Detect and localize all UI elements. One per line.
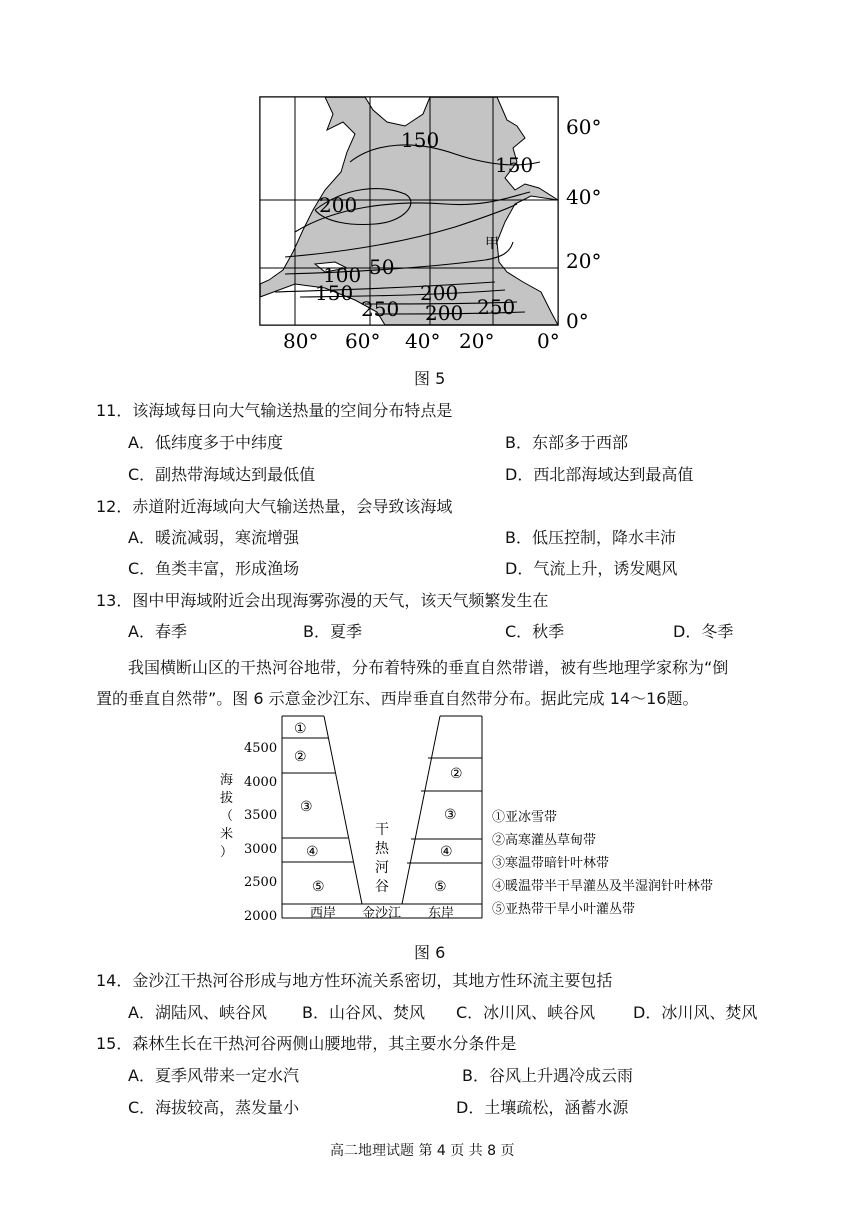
y-tick: 4500 <box>244 741 278 756</box>
y-tick: 3500 <box>244 808 278 823</box>
lat-label: 20° <box>566 249 602 273</box>
legend-item: ⑤亚热带干旱小叶灌丛带 <box>492 902 636 917</box>
lon-label: 80° <box>283 329 319 353</box>
zone-mark-west: ④ <box>306 844 319 860</box>
figure5-map <box>255 92 615 356</box>
valley-label-char: 干 <box>375 822 389 838</box>
y-axis-label-char: （ <box>220 809 234 824</box>
zone-mark-east: ② <box>450 766 463 782</box>
legend-item: ①亚冰雪带 <box>492 810 558 825</box>
legend-item: ②高寒灌丛草甸带 <box>492 833 597 848</box>
figure6-diagram <box>212 712 782 926</box>
zone-mark-west: ③ <box>300 799 313 815</box>
question-11-option-d[interactable]: D．西北部海域达到最高值 <box>505 465 694 484</box>
question-13-option-d[interactable]: D．冬季 <box>673 622 734 641</box>
lon-label: 40° <box>405 329 441 353</box>
y-axis-label-char: 海 <box>220 773 234 788</box>
intro-line-1: 我国横断山区的干热河谷地带，分布着特殊的垂直自然带谱，被有些地理学家称为“倒 <box>128 658 729 677</box>
y-tick: 4000 <box>244 775 278 790</box>
legend-item: ③寒温带暗针叶林带 <box>492 856 610 871</box>
intro-line-2: 置的垂直自然带”。图 6 示意金沙江东、西岸垂直自然带分布。据此完成 14～16题。 <box>96 689 699 708</box>
question-15-option-c[interactable]: C．海拔较高，蒸发量小 <box>128 1098 300 1117</box>
y-tick: 2500 <box>244 875 278 890</box>
question-12-option-d[interactable]: D．气流上升，诱发飓风 <box>505 559 678 578</box>
lon-label: 0° <box>537 329 560 353</box>
valley-label-char: 河 <box>375 860 389 876</box>
lat-label: 0° <box>566 309 589 333</box>
question-15-option-b[interactable]: B．谷风上升遇冷成云雨 <box>462 1066 633 1085</box>
contour-label: 250 <box>361 297 400 321</box>
lon-label: 60° <box>345 329 381 353</box>
question-13-option-c[interactable]: C．秋季 <box>505 622 565 641</box>
y-axis-label-char: ） <box>220 845 234 860</box>
y-axis-label-char: 米 <box>220 827 234 842</box>
zone-mark-west: ① <box>294 721 307 737</box>
lat-label: 40° <box>566 185 602 209</box>
contour-label: 150 <box>401 128 440 152</box>
contour-label: 150 <box>315 281 354 305</box>
zone-mark-east: ④ <box>440 844 453 860</box>
figure5-caption: 图 5 <box>414 369 446 388</box>
y-axis-label-char: 拔 <box>220 791 234 806</box>
question-11-stem: 11．该海域每日向大气输送热量的空间分布特点是 <box>96 401 453 420</box>
question-13-option-a[interactable]: A．春季 <box>128 622 187 641</box>
zone-mark-east: ⑤ <box>434 879 447 895</box>
contour-label: 200 <box>425 301 464 325</box>
page-footer: 高二地理试题 第 4 页 共 8 页 <box>330 1143 515 1159</box>
question-13-option-b[interactable]: B．夏季 <box>303 622 362 641</box>
zone-mark-west: ⑤ <box>312 879 325 895</box>
contour-label: 50 <box>369 255 395 279</box>
lat-label: 60° <box>566 115 602 139</box>
question-11-option-b[interactable]: B．东部多于西部 <box>505 433 628 452</box>
valley-label-char: 谷 <box>375 879 389 895</box>
x-label-river: 金沙江 <box>362 906 402 921</box>
contour-label: 200 <box>319 193 358 217</box>
zone-mark-west: ② <box>294 749 307 765</box>
question-11-option-c[interactable]: C．副热带海域达到最低值 <box>128 465 316 484</box>
question-14-option-d[interactable]: D．冰川风、焚风 <box>633 1003 758 1022</box>
y-tick: 2000 <box>244 909 278 924</box>
lon-label: 20° <box>459 329 495 353</box>
question-14-stem: 14．金沙江干热河谷形成与地方性环流关系密切，其地方性环流主要包括 <box>96 971 613 990</box>
question-15-stem: 15．森林生长在干热河谷两侧山腰地带，其主要水分条件是 <box>96 1034 517 1053</box>
question-14-option-b[interactable]: B．山谷风、焚风 <box>302 1003 425 1022</box>
question-12-option-c[interactable]: C．鱼类丰富，形成渔场 <box>128 559 300 578</box>
x-label-east: 东岸 <box>428 906 455 921</box>
region-label-jia: 甲 <box>485 236 499 252</box>
contour-label: 250 <box>477 295 516 319</box>
question-13-stem: 13．图中甲海域附近会出现海雾弥漫的天气，该天气频繁发生在 <box>96 591 549 610</box>
question-15-option-d[interactable]: D．土壤疏松，涵蓄水源 <box>456 1098 629 1117</box>
question-14-option-c[interactable]: C．冰川风、峡谷风 <box>456 1003 596 1022</box>
legend-item: ④暖温带半干旱灌丛及半湿润针叶林带 <box>492 879 714 894</box>
question-14-option-a[interactable]: A．湖陆风、峡谷风 <box>128 1003 267 1022</box>
x-label-west: 西岸 <box>310 906 337 921</box>
figure6-caption: 图 6 <box>414 943 446 962</box>
question-12-stem: 12．赤道附近海域向大气输送热量，会导致该海域 <box>96 497 453 516</box>
contour-label: 200 <box>420 281 459 305</box>
contour-label: 100 <box>323 263 362 287</box>
zone-mark-east: ③ <box>444 807 457 823</box>
contour-label: 150 <box>495 153 534 177</box>
question-11-option-a[interactable]: A．低纬度多于中纬度 <box>128 433 283 452</box>
question-12-option-a[interactable]: A．暖流减弱，寒流增强 <box>128 528 299 547</box>
question-12-option-b[interactable]: B．低压控制，降水丰沛 <box>505 528 676 547</box>
y-tick: 3000 <box>244 842 278 857</box>
valley-label-char: 热 <box>375 841 389 857</box>
question-15-option-a[interactable]: A．夏季风带来一定水汽 <box>128 1066 299 1085</box>
